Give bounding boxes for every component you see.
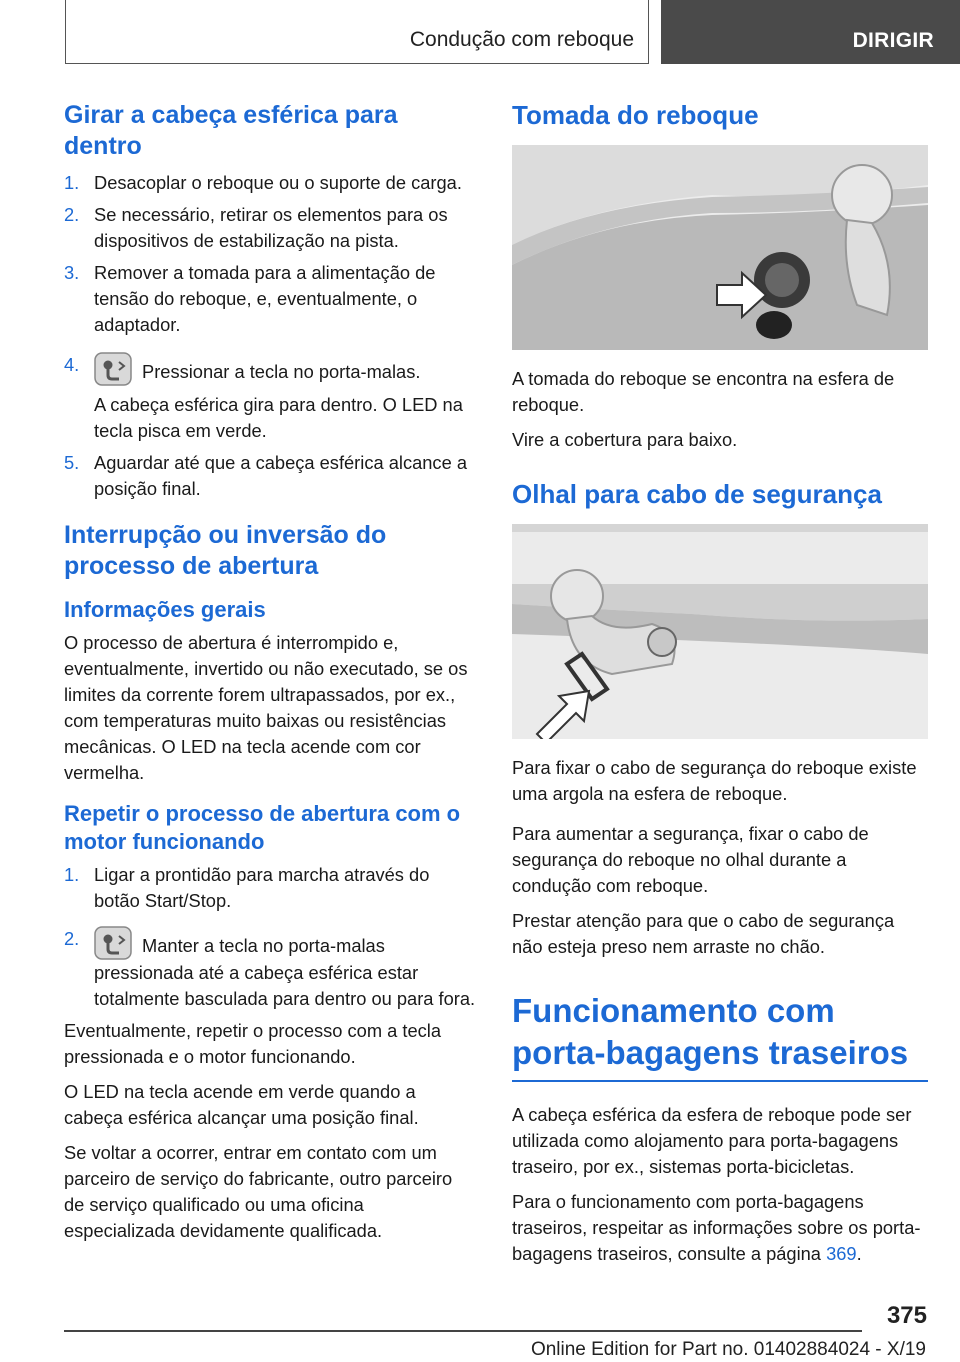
- list-item: 2. Se necessário, retirar os elementos para os dispositivos de estabilização na pista.: [64, 204, 448, 251]
- page-reference-link[interactable]: 369: [826, 1243, 857, 1264]
- chapter-tab[interactable]: [661, 0, 960, 64]
- trailer-socket-photo: [512, 145, 928, 350]
- girar-steps: [64, 170, 476, 502]
- heading-girar: Girar a cabeça esférica para dentro: [64, 101, 398, 160]
- left-column: [64, 100, 476, 1253]
- chapter-tab-label: DIRIGIR: [852, 29, 934, 52]
- list-item: 3. Remover a tomada para a alimentação de tensão do reboque, e, eventualmente, o adaptador.: [64, 262, 436, 335]
- section-title: Condução com reboque: [409, 28, 634, 51]
- page-number: 375: [886, 1302, 927, 1329]
- paragraph-olhal-2: Para aumentar a segurança, fixar o cabo de segurança do reboque no olhal durante a condução com reboque.: [512, 823, 869, 896]
- step-note: A cabeça esférica gira para dentro. O LED na tecla pisca em verde.: [94, 394, 463, 441]
- paragraph-func-1: A cabeça esférica da esfera de reboque pode ser utilizada como alojamento para porta-bagagens traseiro, por ex., sistemas porta-bicicletas.: [512, 1104, 912, 1177]
- heading-tomada: Tomada do reboque: [512, 100, 759, 130]
- trailer-hitch-button-icon: [94, 352, 132, 386]
- paragraph-tomada-1: A tomada do reboque se encontra na esfera de reboque.: [512, 368, 895, 415]
- safety-cable-eyelet-photo: [512, 524, 928, 739]
- heading-info: Informações gerais: [64, 597, 266, 622]
- header-section-box: [65, 0, 649, 64]
- list-item: 1. Desacoplar o reboque ou o suporte de carga.: [64, 172, 462, 193]
- heading-repetir: Repetir o processo de abertura com o motor funcionando: [64, 801, 461, 854]
- paragraph-led: O LED na tecla acende em verde quando a cabeça esférica alcançar uma posição final.: [64, 1081, 419, 1128]
- list-item: 1. Ligar a prontidão para marcha através do botão Start/Stop.: [64, 864, 430, 911]
- list-item: 2. Manter a tecla no porta-malas pressionada até a cabeça esférica estar totalmente basculada para dentro ou para fora.: [64, 928, 476, 1009]
- repetir-steps: [64, 862, 476, 1012]
- footer-divider: [64, 1330, 862, 1332]
- right-column: [512, 100, 928, 1276]
- trailer-hitch-button-icon: [94, 926, 132, 960]
- heading-olhal: Olhal para cabo de segurança: [512, 479, 882, 509]
- heading-divider: [512, 1080, 928, 1082]
- paragraph-eventualmente: Eventualmente, repetir o processo com a tecla pressionada e o motor funcionando.: [64, 1020, 441, 1067]
- paragraph-info: O processo de abertura é interrompido e, eventualmente, invertido ou não executado, se os limites da corrente forem ultrapassados, por ex., com temperaturas muito baixas ou resistências mecânicas. O LED na tecla acende com cor vermelha.: [64, 632, 468, 783]
- paragraph-func-2: Para o funcionamento com porta-bagagens traseiros, respeitar as informações sobre os porta-bagagens traseiros, consulte a página 369.: [512, 1191, 921, 1264]
- list-item: 5. Aguardar até que a cabeça esférica alcance a posição final.: [64, 452, 467, 499]
- heading-interrupcao: Interrupção ou inversão do processo de abertura: [64, 521, 387, 580]
- paragraph-servico: Se voltar a ocorrer, entrar em contato com um parceiro de serviço do fabricante, outro parceiro de serviço qualificado ou uma oficina especializada devidamente qualificada.: [64, 1142, 453, 1241]
- list-item: 4. Pressionar a tecla no porta-malas. A cabeça esférica gira para dentro. O LED na tecla pisca em verde.: [64, 352, 476, 444]
- paragraph-olhal-3: Prestar atenção para que o cabo de segurança não esteja preso nem arraste no chão.: [512, 910, 895, 957]
- paragraph-olhal-1: Para fixar o cabo de segurança do reboque existe uma argola na esfera de reboque.: [512, 757, 917, 804]
- paragraph-tomada-2: Vire a cobertura para baixo.: [512, 429, 738, 450]
- heading-funcionamento: Funcionamento com porta-bagagens traseiros: [512, 992, 909, 1071]
- edition-footer: Online Edition for Part no. 01402884024 - X/19: [530, 1339, 926, 1360]
